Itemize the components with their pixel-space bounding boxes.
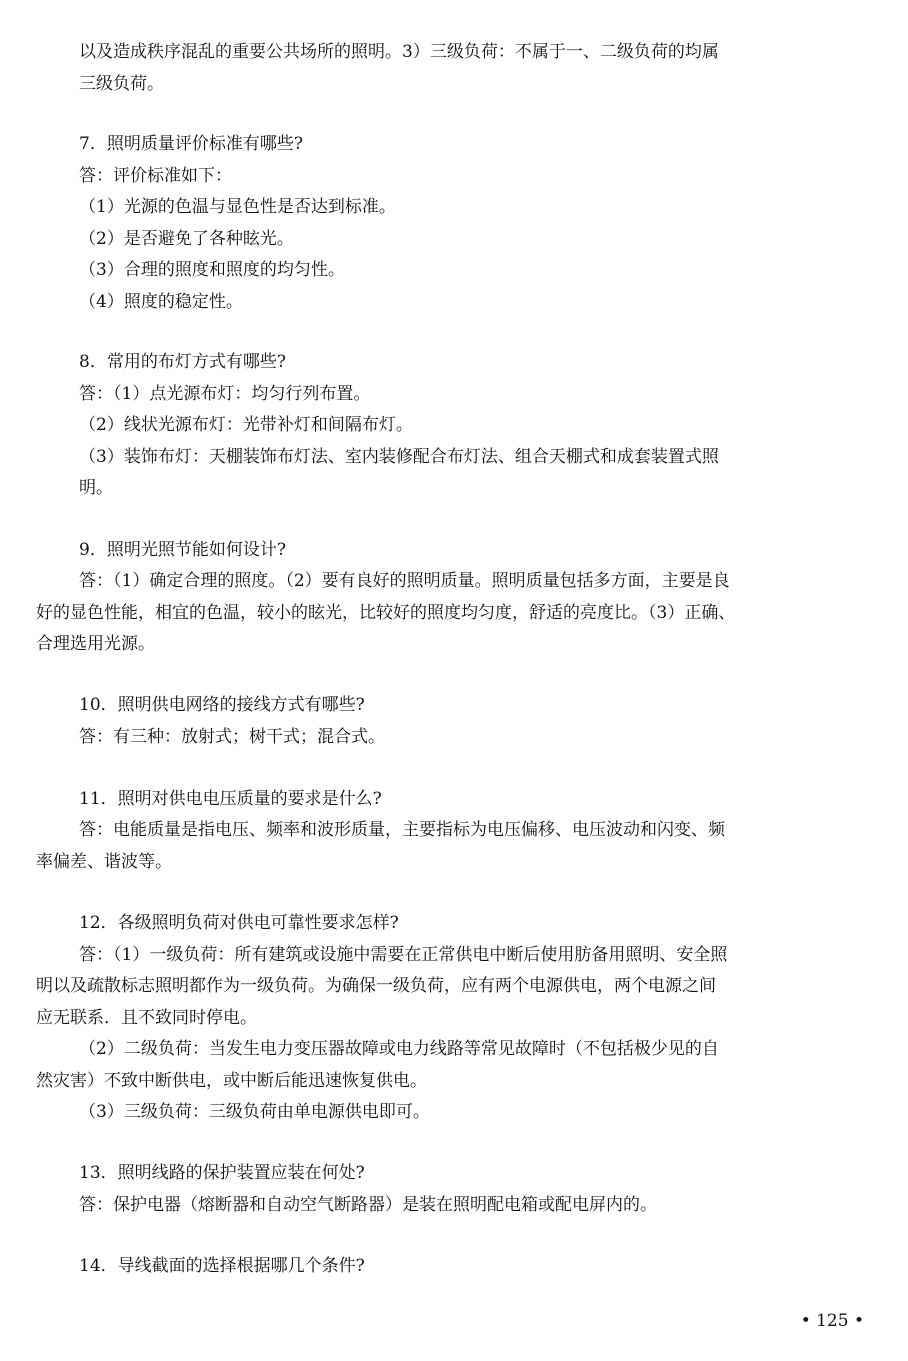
question-heading: 9．照明光照节能如何设计?: [79, 540, 286, 560]
page-number: • 125 •: [800, 1311, 864, 1331]
text-line: 好的显色性能，相宜的色温，较小的眩光，比较好的照度均匀度，舒适的亮度比。（3）正确、: [36, 603, 736, 623]
text-line: 合理选用光源。: [36, 634, 155, 654]
text-line: 三级负荷。: [79, 74, 164, 94]
question-heading: 8．常用的布灯方式有哪些?: [79, 352, 286, 372]
text-line: （3）装饰布灯：天棚装饰布灯法、室内装修配合布灯法、组合天棚式和成套装置式照: [79, 447, 719, 467]
text-line: 明。: [79, 478, 113, 498]
text-line: （3）合理的照度和照度的均匀性。: [79, 260, 345, 280]
text-line: （2）二级负荷：当发生电力变压器故障或电力线路等常见故障时（不包括极少见的自: [79, 1039, 719, 1059]
question-heading: 14．导线截面的选择根据哪几个条件?: [79, 1256, 365, 1276]
answer-line: 答：电能质量是指电压、频率和波形质量，主要指标为电压偏移、电压波动和闪变、频: [79, 820, 725, 840]
answer-line: 答：有三种：放射式；树干式；混合式。: [79, 727, 385, 747]
question-heading: 7．照明质量评价标准有哪些?: [79, 134, 303, 154]
question-heading: 11．照明对供电电压质量的要求是什么?: [79, 789, 382, 809]
answer-line: 答：（1）点光源布灯：均匀行列布置。: [79, 384, 371, 404]
question-heading: 13．照明线路的保护装置应装在何处?: [79, 1163, 365, 1183]
answer-line: 答：（1）一级负荷：所有建筑或设施中需要在正常供电中断后使用肪备用照明、安全照: [79, 945, 728, 965]
text-line: （1）光源的色温与显色性是否达到标准。: [79, 197, 396, 217]
answer-line: 答：保护电器（熔断器和自动空气断路器）是装在照明配电箱或配电屏内的。: [79, 1195, 657, 1215]
answer-line: 答：评价标准如下：: [79, 166, 232, 186]
question-heading: 10．照明供电网络的接线方式有哪些?: [79, 695, 365, 715]
text-line: 以及造成秩序混乱的重要公共场所的照明。3）三级负荷：不属于一、二级负荷的均属: [79, 42, 719, 62]
text-line: 然灾害）不致中断供电，或中断后能迅速恢复供电。: [36, 1071, 427, 1091]
answer-line: 答：（1）确定合理的照度。（2）要有良好的照明质量。照明质量包括多方面，主要是良: [79, 571, 730, 591]
text-line: （4）照度的稳定性。: [79, 292, 243, 312]
text-line: 率偏差、谐波等。: [36, 852, 172, 872]
question-heading: 12．各级照明负荷对供电可靠性要求怎样?: [79, 913, 399, 933]
text-line: （2）是否避免了各种眩光。: [79, 229, 294, 249]
text-line: 应无联系．且不致同时停电。: [36, 1008, 257, 1028]
text-line: 明以及疏散标志照明都作为一级负荷。为确保一级负荷，应有两个电源供电，两个电源之间: [36, 976, 716, 996]
text-line: （3）三级负荷：三级负荷由单电源供电即可。: [79, 1102, 430, 1122]
text-line: （2）线状光源布灯：光带补灯和间隔布灯。: [79, 415, 413, 435]
